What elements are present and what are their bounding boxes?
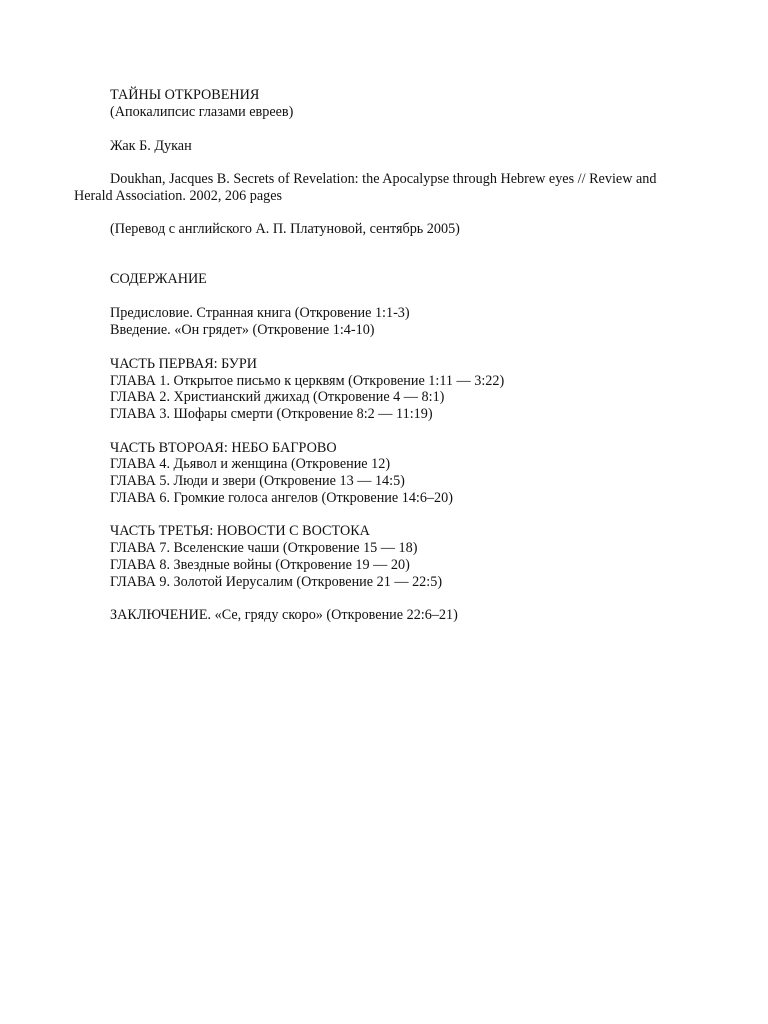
toc-entry-chapter: ГЛАВА 1. Открытое письмо к церквям (Откровение 1:11 — 3:22) xyxy=(110,373,505,389)
toc-entry-chapter: ГЛАВА 4. Дьявол и женщина (Откровение 12) xyxy=(110,456,391,472)
toc-entry-introduction: Введение. «Он грядет» (Откровение 1:4-10) xyxy=(110,322,375,338)
bibliographic-reference-line-1: Doukhan, Jacques B. Secrets of Revelation: the Apocalypse through Hebrew eyes // Review and xyxy=(110,171,657,187)
document-title: ТАЙНЫ ОТКРОВЕНИЯ xyxy=(110,87,260,103)
part-heading: ЧАСТЬ ВТОРОАЯ: НЕБО БАГРОВО xyxy=(110,440,337,456)
bibliographic-reference-line-2: Herald Association. 2002, 206 pages xyxy=(74,188,283,204)
author-name: Жак Б. Дукан xyxy=(110,138,192,154)
document-subtitle: (Апокалипсис глазами евреев) xyxy=(110,104,294,120)
toc-entry-conclusion: ЗАКЛЮЧЕНИЕ. «Се, гряду скоро» (Откровение 22:6–21) xyxy=(110,607,458,623)
toc-entry-chapter: ГЛАВА 5. Люди и звери (Откровение 13 — 14:5) xyxy=(110,473,405,489)
translation-note: (Перевод с английского А. П. Платуновой, сентябрь 2005) xyxy=(110,221,460,237)
part-heading: ЧАСТЬ ПЕРВАЯ: БУРИ xyxy=(110,356,257,372)
part-heading: ЧАСТЬ ТРЕТЬЯ: НОВОСТИ С ВОСТОКА xyxy=(110,523,370,539)
toc-entry-preface: Предисловие. Странная книга (Откровение 1:1-3) xyxy=(110,305,410,321)
contents-heading: СОДЕРЖАНИЕ xyxy=(110,271,207,287)
toc-entry-chapter: ГЛАВА 3. Шофары смерти (Откровение 8:2 — 11:19) xyxy=(110,406,433,422)
toc-entry-chapter: ГЛАВА 7. Вселенские чаши (Откровение 15 — 18) xyxy=(110,540,418,556)
toc-entry-chapter: ГЛАВА 9. Золотой Иерусалим (Откровение 21 — 22:5) xyxy=(110,574,443,590)
toc-entry-chapter: ГЛАВА 8. Звездные войны (Откровение 19 — 20) xyxy=(110,557,410,573)
toc-entry-chapter: ГЛАВА 6. Громкие голоса ангелов (Откровение 14:6–20) xyxy=(110,490,453,506)
toc-entry-chapter: ГЛАВА 2. Христианский джихад (Откровение 4 — 8:1) xyxy=(110,389,445,405)
